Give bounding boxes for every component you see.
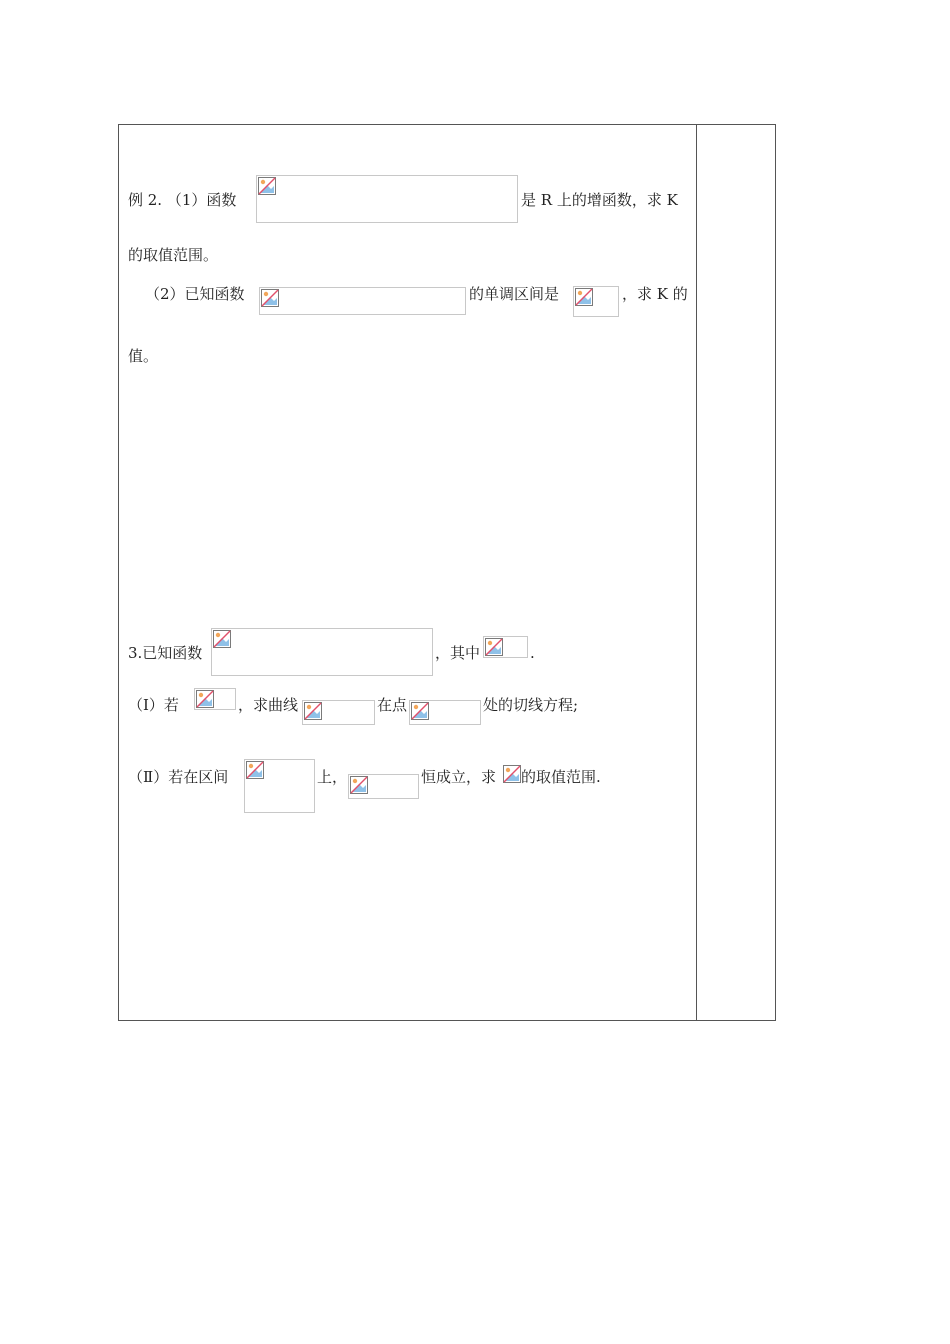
broken-image-icon [258, 177, 276, 195]
problem3-q2-text3: 的取值范围. [521, 768, 601, 786]
problem3-q2-text1: 上， [317, 768, 348, 786]
broken-image-icon [213, 630, 231, 648]
formula-image [409, 700, 481, 725]
formula-image [483, 636, 528, 658]
problem3-intro-middle: ，其中 [435, 644, 481, 662]
broken-image-icon [485, 638, 503, 656]
example2-part2-line2: 值。 [128, 347, 159, 365]
broken-image-icon [575, 288, 593, 306]
broken-image-icon [246, 761, 264, 779]
example2-part1-line2: 的取值范围。 [128, 246, 219, 264]
problem3-q1-text3: 处的切线方程; [483, 696, 579, 714]
formula-image [256, 175, 518, 223]
formula-image [259, 287, 466, 315]
broken-image-icon [261, 289, 279, 307]
broken-image-icon [411, 702, 429, 720]
problem3-q1-text1: ，求曲线 [238, 696, 299, 714]
formula-image [211, 628, 433, 676]
formula-image [573, 286, 619, 317]
problem3-intro-end: . [530, 644, 535, 662]
example2-part1-suffix: 是 R 上的增函数，求 K [521, 191, 678, 209]
formula-image [194, 688, 236, 710]
broken-image-icon [350, 776, 368, 794]
problem3-q2-prefix: （Ⅱ）若在区间 [128, 768, 229, 786]
problem3-q1-prefix: （Ⅰ）若 [128, 696, 179, 714]
formula-image [348, 774, 419, 799]
example2-part2-prefix: （2）已知函数 [145, 285, 245, 303]
problem3-intro-prefix: 3.已知函数 [128, 644, 203, 662]
broken-image-icon [503, 765, 521, 783]
broken-image-icon [304, 702, 322, 720]
example2-part2-suffix: ，求 K 的 [622, 285, 688, 303]
broken-image-icon [196, 690, 214, 708]
formula-image [503, 765, 521, 783]
example2-part2-middle: 的单调区间是 [469, 285, 560, 303]
formula-image [244, 759, 315, 813]
problem3-q2-text2: 恒成立，求 [421, 768, 497, 786]
example2-part1-prefix: 例 2. （1）函数 [128, 191, 237, 209]
column-divider [696, 124, 697, 1021]
formula-image [302, 700, 375, 725]
problem3-q1-text2: 在点 [377, 696, 408, 714]
